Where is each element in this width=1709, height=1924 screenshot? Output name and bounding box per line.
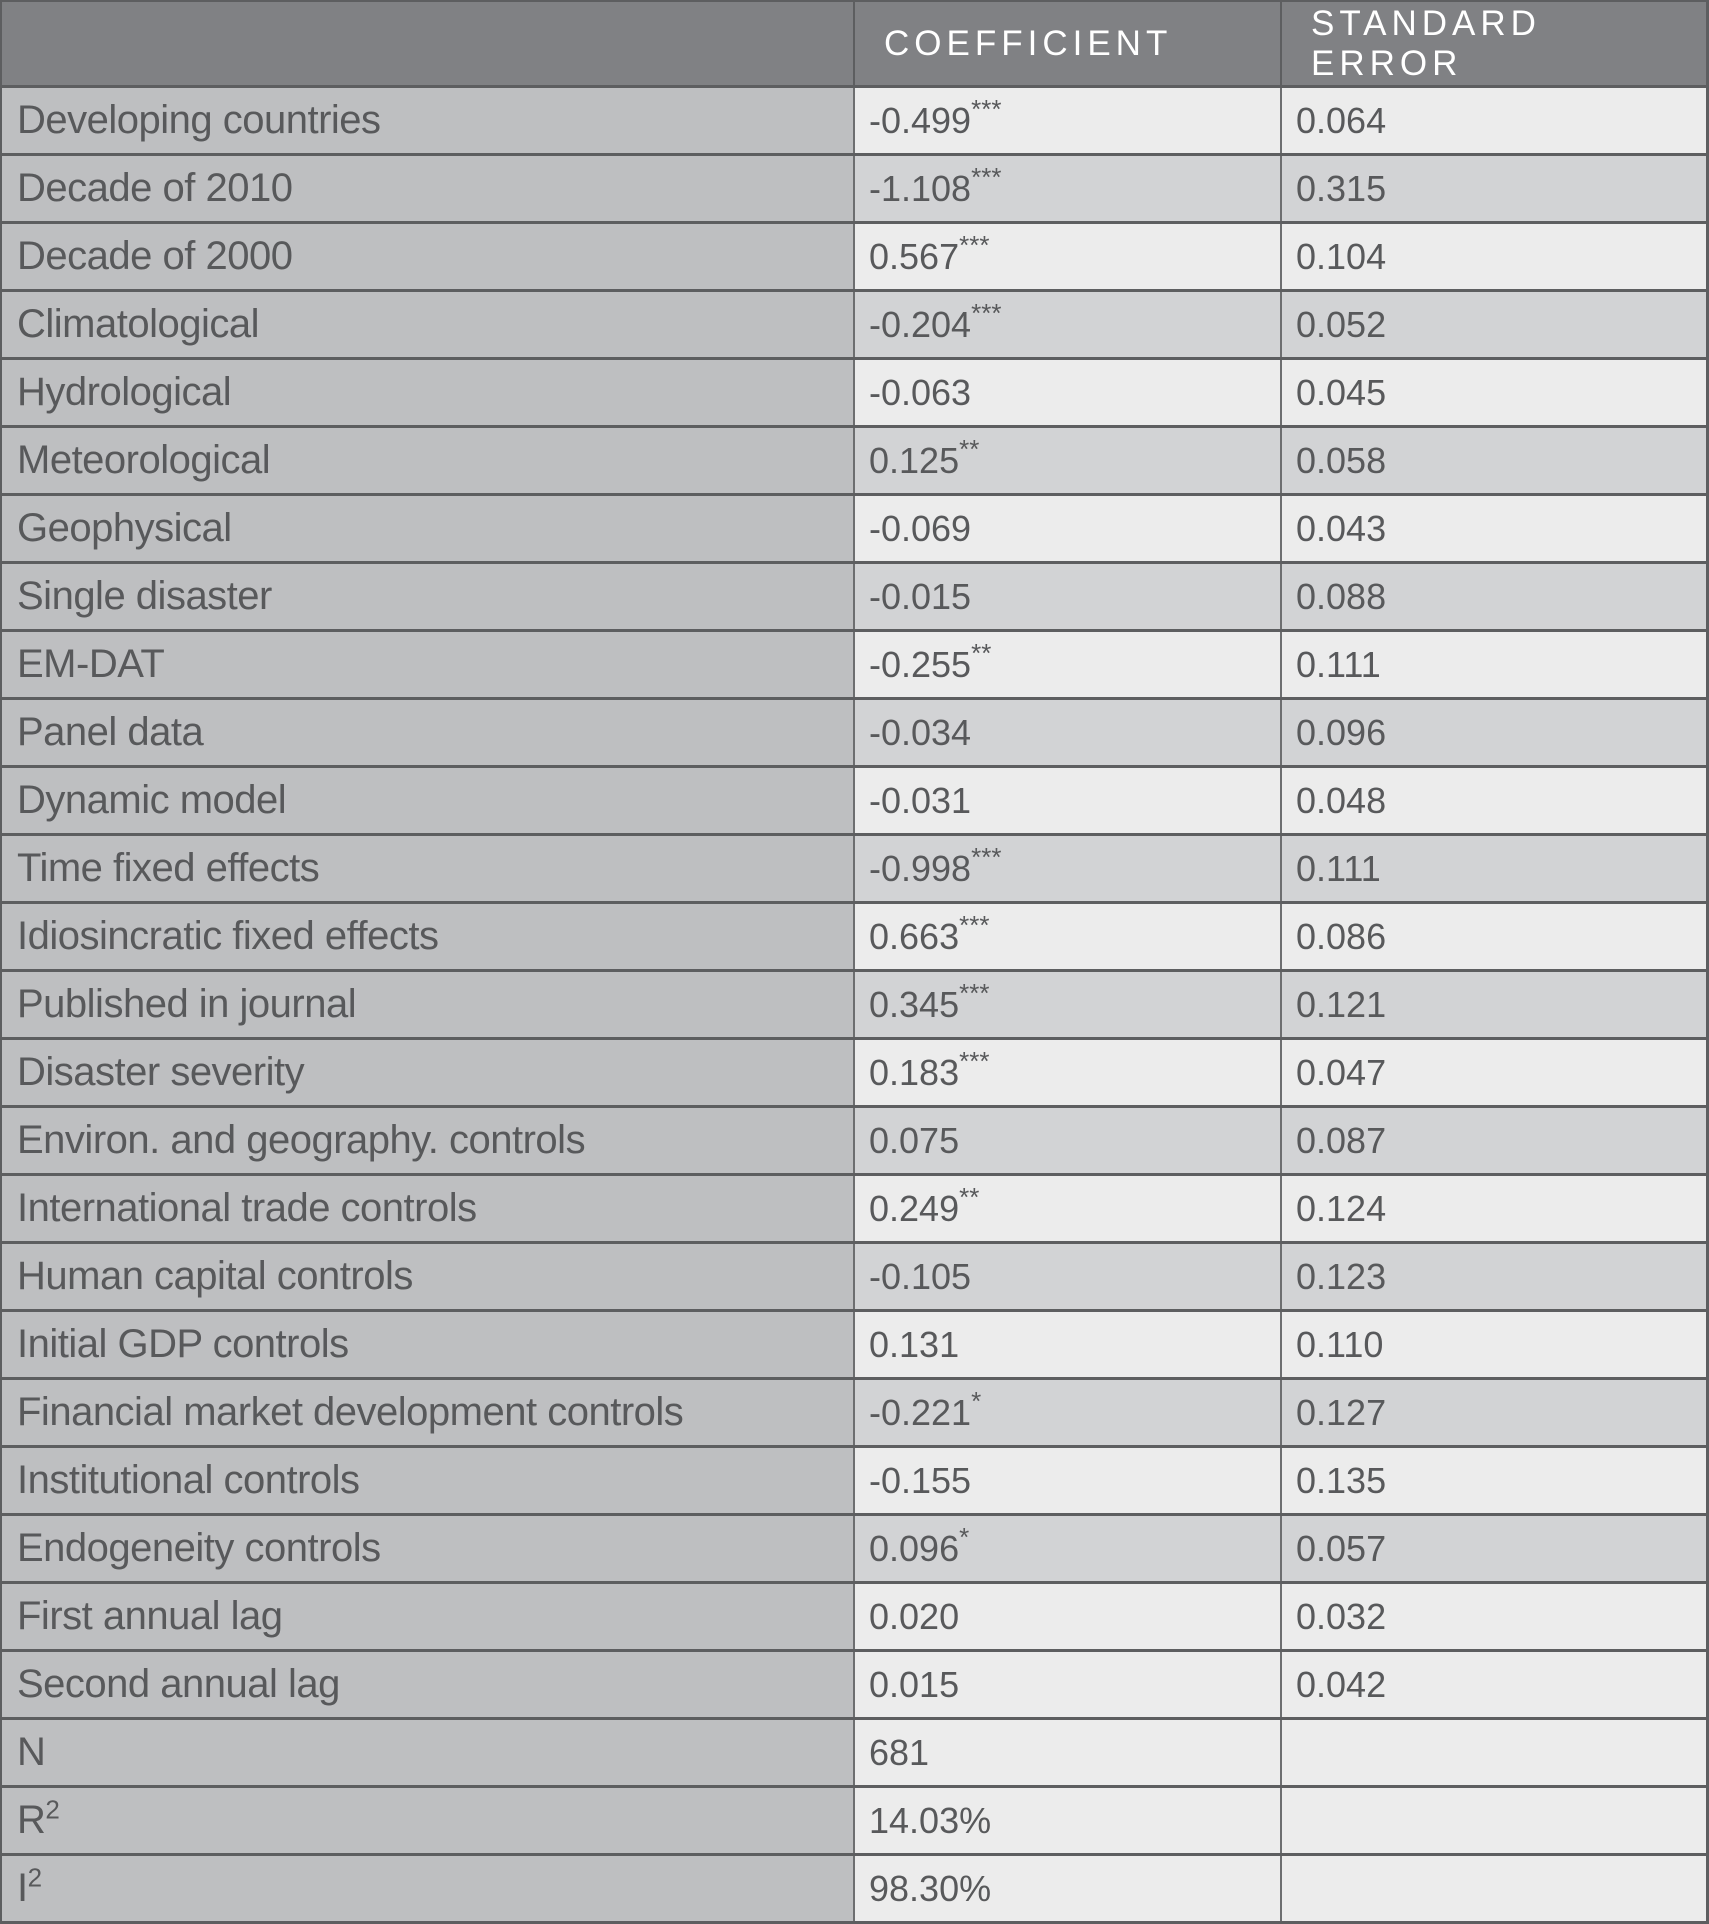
coefficient-value: 0.249 (869, 1187, 960, 1229)
coefficient-value: 0.131 (869, 1323, 960, 1365)
coefficient-value: -0.499 (869, 99, 972, 141)
coefficient-cell (854, 155, 1281, 223)
standard-error-cell: 0.135 (1281, 1447, 1707, 1515)
standard-error-cell: 0.047 (1281, 1039, 1707, 1107)
table-row (1, 971, 1707, 1039)
coefficient-value: -0.069 (869, 507, 972, 549)
variable-name: Geophysical (17, 506, 232, 550)
variable-label (1, 1175, 854, 1243)
significance-stars: ** (959, 433, 980, 464)
variable-name: Decade of 2000 (17, 234, 293, 278)
coefficient-value: -0.031 (869, 779, 972, 821)
table-row (1, 1651, 1707, 1719)
coefficient-value: -1.108 (869, 167, 972, 209)
variable-label (1, 903, 854, 971)
variable-label (1, 1039, 854, 1107)
coefficient-cell (854, 359, 1281, 427)
variable-label (1, 427, 854, 495)
table-row (1, 835, 1707, 903)
significance-stars: *** (959, 977, 990, 1008)
variable-name: I (17, 1866, 28, 1910)
variable-label (1, 1855, 854, 1923)
coefficient-cell (854, 427, 1281, 495)
significance-stars: * (959, 1521, 970, 1552)
variable-label (1, 1515, 854, 1583)
table-row (1, 1107, 1707, 1175)
variable-label (1, 495, 854, 563)
table-row (1, 87, 1707, 155)
table-row (1, 563, 1707, 631)
standard-error-cell: 0.127 (1281, 1379, 1707, 1447)
coefficient-cell (854, 291, 1281, 359)
table-row (1, 495, 1707, 563)
table-row (1, 223, 1707, 291)
variable-name: First annual lag (17, 1594, 283, 1638)
table-row (1, 631, 1707, 699)
variable-name: Initial GDP controls (17, 1322, 349, 1366)
standard-error-cell: 0.104 (1281, 223, 1707, 291)
table-row (1, 1447, 1707, 1515)
header-variable (1, 1, 854, 87)
coefficient-cell (854, 495, 1281, 563)
standard-error-cell: 0.111 (1281, 631, 1707, 699)
coefficient-cell (854, 1583, 1281, 1651)
coefficient-cell (854, 1651, 1281, 1719)
label-superscript: 2 (27, 1862, 42, 1893)
coefficient-value: 681 (869, 1731, 930, 1773)
coefficient-cell (854, 971, 1281, 1039)
variable-name: Institutional controls (17, 1458, 360, 1502)
coefficient-cell (854, 1107, 1281, 1175)
coefficient-value: -0.105 (869, 1255, 972, 1297)
variable-label (1, 1651, 854, 1719)
coefficient-cell (854, 1311, 1281, 1379)
significance-stars: ** (959, 1181, 980, 1212)
variable-name: Time fixed effects (17, 846, 320, 890)
table-row (1, 1039, 1707, 1107)
coefficient-value: -0.998 (869, 847, 972, 889)
standard-error-cell (1281, 1787, 1707, 1855)
variable-label (1, 1583, 854, 1651)
variable-name: Hydrological (17, 370, 232, 414)
variable-name: Environ. and geography. controls (17, 1118, 586, 1162)
coefficient-cell (854, 835, 1281, 903)
table-row (1, 155, 1707, 223)
coefficient-cell (854, 1787, 1281, 1855)
table-row (1, 359, 1707, 427)
variable-label (1, 223, 854, 291)
variable-name: Disaster severity (17, 1050, 305, 1094)
coefficient-value: -0.063 (869, 371, 972, 413)
table-row (1, 699, 1707, 767)
table-row (1, 903, 1707, 971)
significance-stars: ** (971, 637, 992, 668)
standard-error-cell: 0.087 (1281, 1107, 1707, 1175)
table-row (1, 427, 1707, 495)
variable-name: EM-DAT (17, 642, 165, 686)
standard-error-cell: 0.043 (1281, 495, 1707, 563)
coefficient-value: 0.096 (869, 1527, 960, 1569)
coefficient-cell (854, 903, 1281, 971)
table-row (1, 291, 1707, 359)
coefficient-value: 0.567 (869, 235, 960, 277)
significance-stars: * (971, 1385, 982, 1416)
table-row (1, 1583, 1707, 1651)
variable-label (1, 87, 854, 155)
significance-stars: *** (971, 841, 1002, 872)
table-body (1, 87, 1707, 1923)
coefficient-cell (854, 1243, 1281, 1311)
standard-error-cell: 0.315 (1281, 155, 1707, 223)
variable-name: Dynamic model (17, 778, 287, 822)
variable-name: Meteorological (17, 438, 271, 482)
standard-error-cell: 0.123 (1281, 1243, 1707, 1311)
variable-label (1, 631, 854, 699)
coefficient-value: -0.204 (869, 303, 972, 345)
header-row (1, 1, 1707, 87)
variable-label (1, 1379, 854, 1447)
variable-name: Decade of 2010 (17, 166, 293, 210)
coefficient-value: 0.075 (869, 1119, 960, 1161)
variable-label (1, 767, 854, 835)
coefficient-cell (854, 699, 1281, 767)
significance-stars: *** (959, 1045, 990, 1076)
significance-stars: *** (971, 161, 1002, 192)
variable-label (1, 1311, 854, 1379)
coefficient-value: 0.183 (869, 1051, 960, 1093)
significance-stars: *** (959, 229, 990, 260)
table-row (1, 1515, 1707, 1583)
variable-name: R (17, 1798, 46, 1842)
variable-label (1, 835, 854, 903)
coefficient-value: 98.30% (869, 1867, 992, 1909)
coefficient-value: 14.03% (869, 1799, 992, 1841)
coefficient-cell (854, 87, 1281, 155)
coefficient-value: 0.020 (869, 1595, 960, 1637)
standard-error-cell: 0.042 (1281, 1651, 1707, 1719)
variable-label (1, 291, 854, 359)
variable-label (1, 155, 854, 223)
significance-stars: *** (959, 909, 990, 940)
standard-error-cell (1281, 1855, 1707, 1923)
table-row (1, 1379, 1707, 1447)
coefficient-cell (854, 1175, 1281, 1243)
coefficient-value: -0.221 (869, 1391, 972, 1433)
standard-error-cell: 0.064 (1281, 87, 1707, 155)
variable-label (1, 1243, 854, 1311)
coefficient-cell (854, 1039, 1281, 1107)
significance-stars: *** (971, 297, 1002, 328)
coefficient-cell (854, 1515, 1281, 1583)
variable-name: Developing countries (17, 98, 381, 142)
coefficient-value: -0.255 (869, 643, 972, 685)
coefficient-value: -0.015 (869, 575, 972, 617)
standard-error-cell: 0.110 (1281, 1311, 1707, 1379)
coefficient-value: 0.125 (869, 439, 960, 481)
table-row (1, 1243, 1707, 1311)
coefficient-value: -0.155 (869, 1459, 972, 1501)
header-coefficient: COEFFICIENT (854, 1, 1281, 87)
variable-label (1, 699, 854, 767)
table-row (1, 767, 1707, 835)
variable-name: N (17, 1730, 46, 1774)
table-row (1, 1311, 1707, 1379)
variable-label (1, 1107, 854, 1175)
standard-error-cell: 0.111 (1281, 835, 1707, 903)
standard-error-cell: 0.124 (1281, 1175, 1707, 1243)
coefficient-cell (854, 1447, 1281, 1515)
variable-label (1, 1719, 854, 1787)
table-row (1, 1719, 1707, 1787)
standard-error-cell: 0.032 (1281, 1583, 1707, 1651)
variable-name: Single disaster (17, 574, 272, 618)
standard-error-cell: 0.058 (1281, 427, 1707, 495)
standard-error-cell: 0.045 (1281, 359, 1707, 427)
table-row (1, 1175, 1707, 1243)
variable-name: Endogeneity controls (17, 1526, 381, 1570)
coefficient-value: -0.034 (869, 711, 972, 753)
variable-name: Climatological (17, 302, 259, 346)
coefficient-cell (854, 767, 1281, 835)
variable-label (1, 359, 854, 427)
table-row (1, 1787, 1707, 1855)
standard-error-cell (1281, 1719, 1707, 1787)
coefficient-value: 0.663 (869, 915, 960, 957)
standard-error-cell: 0.057 (1281, 1515, 1707, 1583)
coefficient-cell (854, 1855, 1281, 1923)
coefficient-cell (854, 223, 1281, 291)
standard-error-cell: 0.052 (1281, 291, 1707, 359)
variable-name: International trade controls (17, 1186, 477, 1230)
variable-name: Published in journal (17, 982, 357, 1026)
coefficient-cell (854, 1379, 1281, 1447)
variable-label (1, 1787, 854, 1855)
variable-name: Panel data (17, 710, 204, 754)
variable-name: Financial market development controls (17, 1390, 684, 1434)
variable-name: Human capital controls (17, 1254, 413, 1298)
variable-label (1, 971, 854, 1039)
significance-stars: *** (971, 93, 1002, 124)
standard-error-cell: 0.048 (1281, 767, 1707, 835)
coefficient-cell (854, 1719, 1281, 1787)
coefficient-cell (854, 631, 1281, 699)
standard-error-cell: 0.121 (1281, 971, 1707, 1039)
standard-error-cell: 0.088 (1281, 563, 1707, 631)
variable-name: Idiosincratic fixed effects (17, 914, 439, 958)
variable-name: Second annual lag (17, 1662, 340, 1706)
coefficient-value: 0.015 (869, 1663, 960, 1705)
variable-label (1, 1447, 854, 1515)
label-superscript: 2 (45, 1794, 60, 1825)
variable-label (1, 563, 854, 631)
standard-error-cell: 0.096 (1281, 699, 1707, 767)
coefficient-value: 0.345 (869, 983, 960, 1025)
table-row (1, 1855, 1707, 1923)
standard-error-cell: 0.086 (1281, 903, 1707, 971)
header-standard-error: STANDARD ERROR (1281, 1, 1707, 87)
coefficient-cell (854, 563, 1281, 631)
